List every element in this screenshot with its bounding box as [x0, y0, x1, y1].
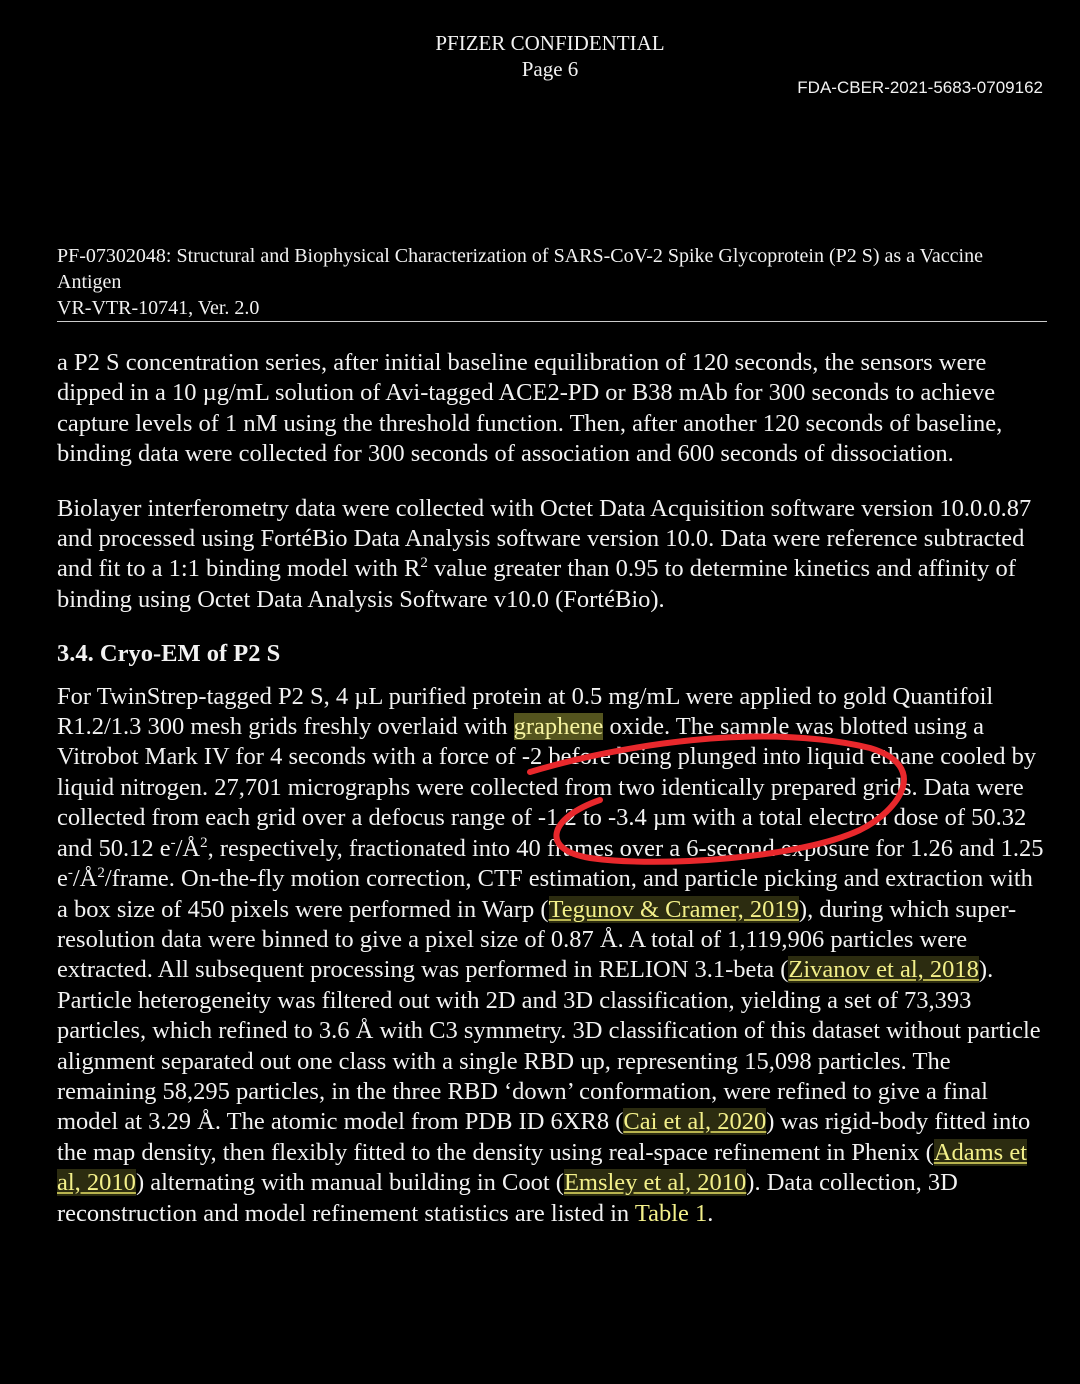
page-header	[0, 30, 1080, 82]
paragraph-bli-method: a P2 S concentration series, after initial baseline equilibration of 120 seconds, the sensors were dipped in a 10 µg/mL solution of Avi-tagged ACE2-PD or B38 mAb for 300 seconds to achieve capture levels of 1 nM using the threshold function. Then, after another 120 seconds of baseline, binding data were collected for 300 seconds of association and 600 seconds of dissociation.	[57, 349, 1003, 468]
document-title: PF-07302048: Structural and Biophysical Characterization of SARS-CoV-2 Spike Glycoprotein (P2 S) as a Vaccine Antigen	[57, 245, 983, 293]
document-reference-id: FDA-CBER-2021-5683-0709162	[797, 78, 1043, 97]
paragraph-text: value greater than 0.95 to determine kinetics and affinity of binding using Octet Data Analysis Software v10.0 (FortéBio).	[57, 555, 1016, 613]
citation-link-cai[interactable]: Cai et al, 2020	[623, 1108, 767, 1136]
document-version: VR-VTR-10741, Ver. 2.0	[57, 295, 1047, 322]
paragraph-bli-analysis	[57, 494, 1047, 616]
superscript: -	[170, 834, 176, 851]
citation-link-adams[interactable]: Adams et al, 2010	[57, 1138, 1027, 1197]
paragraph-text: For TwinStrep-tagged P2 S, 4 µL purified protein at 0.5 mg/mL were applied to gold Quantifoil R1.2/1.3 300 mesh grids freshly overlaid with	[57, 682, 994, 741]
paragraph-text: ) was rigid-body fitted into the map density, then flexibly fitted to the density using real-space refinement in Phenix (	[57, 1108, 1031, 1166]
highlighted-term-graphene[interactable]: graphene	[513, 713, 604, 741]
paragraph-cryo-em	[57, 682, 1047, 1229]
citation-link-zivanov[interactable]: Zivanov et al, 2018	[788, 956, 979, 984]
superscript: 2	[97, 864, 105, 881]
superscript: 2	[420, 555, 428, 572]
page-number: Page 6	[521, 57, 579, 81]
paragraph-text: /Å	[175, 834, 201, 862]
paragraph-text: ). Particle heterogeneity was filtered out with 2D and 3D classification, yielding a set of 73,393 particles, which refined to 3.6 Å with C3 symmetry. 3D classification of this dataset without particle alignment separated out one class with a single RBD up, representing 15,098 particles. The remaining 58,295 particles, in the three RBD ‘down’ conformation, were refined to give a final model at 3.29 Å. The atomic model from PDB ID 6XR8 (	[57, 956, 1041, 1136]
paragraph-text: ), during which super-resolution data were binned to give a pixel size of 0.87 Å. A total of 1,119,906 particles were extracted. All subsequent processing was performed in RELION 3.1-beta (	[57, 895, 1017, 984]
citation-link-tegunov[interactable]: Tegunov & Cramer, 2019	[548, 895, 799, 923]
paragraph-text: ). Data collection, 3D reconstruction and model refinement statistics are listed in	[57, 1169, 958, 1227]
document-header	[57, 243, 1047, 322]
paragraph-text: /frame. On-the-fly motion correction, CTF estimation, and particle picking and extraction with a box size of 450 pixels were performed in Warp (	[57, 865, 1033, 923]
superscript: 2	[200, 834, 208, 851]
section-heading-cryo-em: 3.4. Cryo-EM of P2 S	[57, 640, 281, 668]
paragraph-text: /Å	[72, 865, 98, 893]
table-reference-link[interactable]: Table 1	[634, 1199, 708, 1227]
superscript: -	[67, 864, 73, 881]
confidential-label: PFIZER CONFIDENTIAL	[435, 31, 665, 55]
paragraph-text: , respectively, fractionated into 40 frames over a 6-second exposure for 1.26 and 1.25 e	[57, 834, 1044, 893]
citation-link-emsley[interactable]: Emsley et al, 2010	[563, 1169, 747, 1197]
paragraph-text: oxide. The sample was blotted using a Vitrobot Mark IV for 4 seconds with a force of -2 before being plunged into liquid ethane cooled by liquid nitrogen. 27,701 micrographs were collected from two identically prepared grids. Data were collected from each grid over a defocus range of -1.2 to -3.4 µm with a total electron dose of 50.32 and 50.12 e	[57, 713, 1037, 862]
document-body	[57, 348, 1047, 1253]
paragraph-text: Biolayer interferometry data were collected with Octet Data Acquisition software version 10.0.0.87 and processed using FortéBio Data Analysis software version 10.0. Data were reference subtracted and fit to a 1:1 binding model with R	[57, 494, 1032, 583]
paragraph-text: .	[707, 1199, 714, 1227]
paragraph-text: ) alternating with manual building in Coot (	[135, 1169, 564, 1197]
